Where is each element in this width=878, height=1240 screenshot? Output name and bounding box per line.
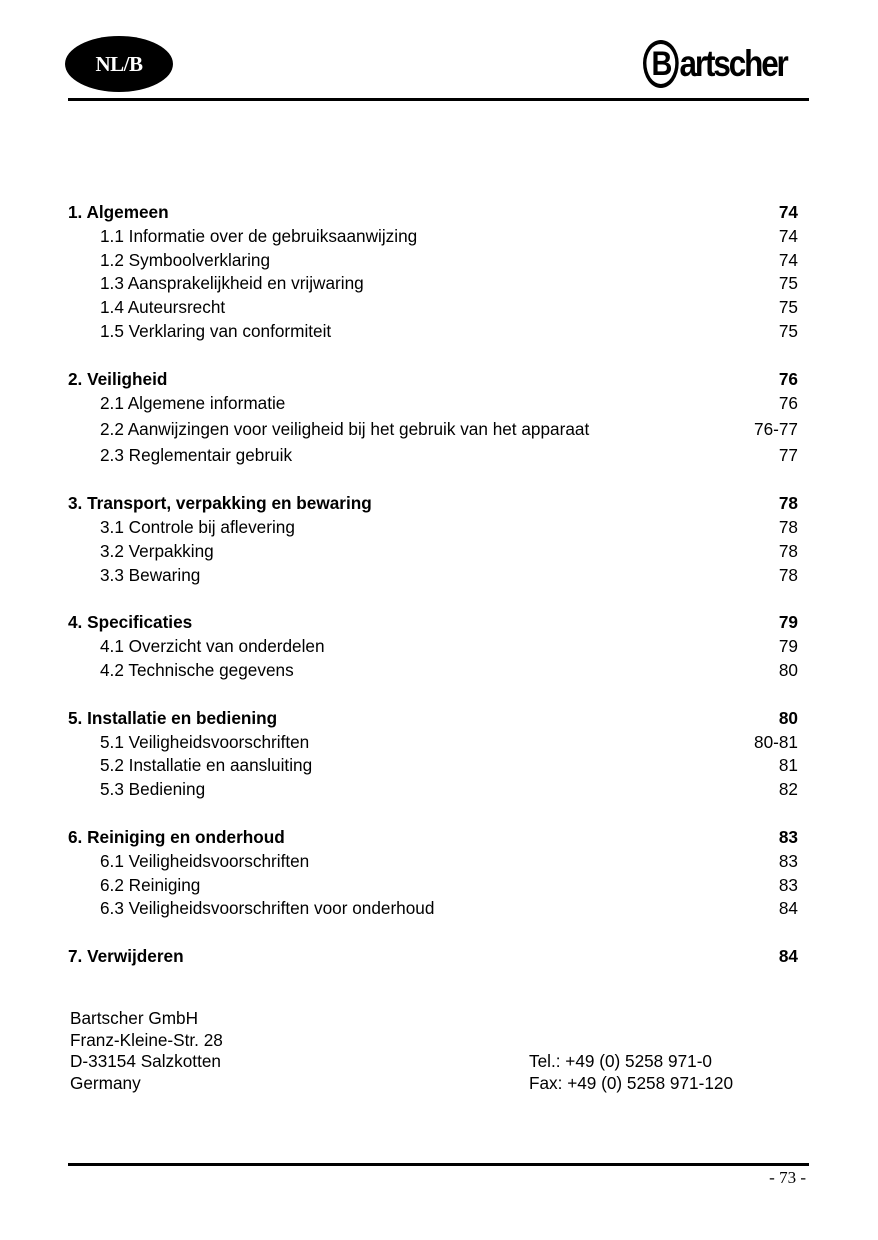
toc-entry-page: 83 [778, 874, 798, 895]
logo-initial: B [643, 40, 679, 88]
toc-entry-title: 5.3 Bediening [100, 779, 206, 800]
company-phone: Tel.: +49 (0) 5258 971-0 [529, 1051, 712, 1071]
toc-entry-page: 78 [778, 493, 798, 514]
toc-entry-title: 7. Verwijderen [68, 946, 184, 967]
toc-entry-title: 6.2 Reiniging [100, 874, 201, 895]
toc-chapter [68, 826, 798, 921]
toc-entry-page: 75 [778, 273, 798, 294]
toc-entry-title: 4.1 Overzicht van onderdelen [100, 636, 325, 657]
company-city: D-33154 Salzkotten [70, 1051, 221, 1071]
toc-entry-title: 6.3 Veiligheidsvoorschriften voor onderhoud [100, 898, 435, 919]
toc-subsection [68, 754, 798, 778]
toc-chapter [68, 611, 798, 682]
toc-entry-title: 6. Reiniging en onderhoud [68, 826, 285, 847]
header-rule [68, 98, 809, 101]
toc-entry-title: 1.5 Verklaring van conformiteit [100, 320, 332, 341]
toc-entry-title: 1.4 Auteursrecht [100, 297, 226, 318]
toc-entry-page: 77 [778, 445, 798, 466]
toc-entry-page: 76 [778, 392, 798, 413]
toc-entry-title: 5. Installatie en bediening [68, 707, 278, 728]
toc-entry-page: 80 [778, 707, 798, 728]
toc-entry-page: 78 [778, 516, 798, 537]
bartscher-logo [643, 36, 787, 92]
company-address [70, 1008, 223, 1094]
toc-entry-title: 5.1 Veiligheidsvoorschriften [100, 731, 310, 752]
company-contact [529, 1051, 733, 1094]
toc-entry-page: 84 [778, 898, 798, 919]
toc-entry-title: 2.1 Algemene informatie [100, 392, 286, 413]
toc-entry-page: 75 [778, 297, 798, 318]
company-street: Franz-Kleine-Str. 28 [70, 1029, 223, 1050]
page-number: - 73 - [769, 1168, 806, 1187]
toc-subsection [68, 850, 798, 874]
company-fax: Fax: +49 (0) 5258 971-120 [529, 1072, 734, 1093]
toc-entry-title: 1.1 Informatie over de gebruiksaanwijzing [100, 225, 418, 246]
language-badge [65, 36, 173, 92]
toc-chapter-heading [68, 945, 798, 969]
toc-subsection [68, 635, 798, 659]
toc-chapter [68, 492, 798, 587]
toc-subsection [68, 778, 798, 802]
toc-entry-title: 2.2 Aanwijzingen voor veiligheid bij het gebruik van het apparaat [100, 419, 590, 440]
toc-chapter [68, 201, 798, 344]
toc-entry-title: 4.2 Technische gegevens [100, 659, 294, 680]
toc-entry-title: 3.1 Controle bij aflevering [100, 516, 295, 537]
toc-entry-title: 2. Veiligheid [68, 368, 168, 389]
toc-entry-title: 2.3 Reglementair gebruik [100, 445, 293, 466]
toc-entry-page: 75 [778, 320, 798, 341]
toc-entry-page: 79 [778, 612, 798, 633]
toc-chapter [68, 368, 798, 468]
toc-entry-page: 83 [778, 826, 798, 847]
footer-rule [68, 1163, 809, 1166]
toc-chapter-heading [68, 492, 798, 516]
toc-entry-page: 83 [778, 850, 798, 871]
toc-subsection [68, 659, 798, 683]
toc-entry-page: 74 [778, 225, 798, 246]
toc-subsection [68, 415, 798, 444]
toc-entry-page: 78 [778, 540, 798, 561]
toc-entry-title: 4. Specificaties [68, 612, 193, 633]
toc-chapter-heading [68, 201, 798, 225]
toc-subsection [68, 564, 798, 588]
toc-entry-page: 79 [778, 636, 798, 657]
toc-chapter [68, 707, 798, 802]
table-of-contents [68, 201, 798, 993]
toc-subsection [68, 225, 798, 249]
toc-chapter-heading [68, 707, 798, 731]
toc-entry-page: 82 [778, 779, 798, 800]
company-name: Bartscher GmbH [70, 1008, 198, 1028]
toc-entry-page: 78 [778, 564, 798, 585]
toc-subsection [68, 897, 798, 921]
language-badge-text: NL/B [95, 51, 143, 76]
toc-chapter-heading [68, 368, 798, 392]
toc-subsection [68, 874, 798, 898]
toc-entry-title: 1.2 Symboolverklaring [100, 249, 271, 270]
toc-subsection [68, 731, 798, 755]
toc-subsection [68, 272, 798, 296]
toc-subsection [68, 444, 798, 468]
toc-entry-page: 74 [778, 249, 798, 270]
toc-entry-title: 3. Transport, verpakking en bewaring [68, 493, 372, 514]
toc-entry-title: 1. Algemeen [68, 202, 169, 222]
toc-subsection [68, 249, 798, 273]
toc-chapter-heading [68, 826, 798, 850]
toc-entry-title: 3.2 Verpakking [100, 540, 214, 561]
toc-entry-page: 76-77 [754, 419, 798, 440]
toc-subsection [68, 540, 798, 564]
toc-chapter [68, 945, 798, 969]
toc-subsection [68, 320, 798, 344]
toc-entry-page: 80 [778, 659, 798, 680]
toc-entry-page: 80-81 [754, 731, 798, 752]
logo-text: artscher [679, 43, 787, 84]
toc-entry-page: 76 [778, 368, 798, 389]
toc-entry-page: 74 [778, 202, 798, 222]
toc-entry-title: 6.1 Veiligheidsvoorschriften [100, 850, 310, 871]
toc-entry-title: 3.3 Bewaring [100, 564, 201, 585]
toc-subsection [68, 392, 798, 416]
toc-subsection [68, 516, 798, 540]
toc-entry-title: 5.2 Installatie en aansluiting [100, 755, 313, 776]
toc-subsection [68, 296, 798, 320]
company-country: Germany [70, 1072, 141, 1093]
toc-chapter-heading [68, 611, 798, 635]
toc-entry-page: 84 [778, 946, 798, 967]
toc-entry-title: 1.3 Aansprakelijkheid en vrijwaring [100, 273, 364, 294]
toc-entry-page: 81 [778, 755, 798, 776]
